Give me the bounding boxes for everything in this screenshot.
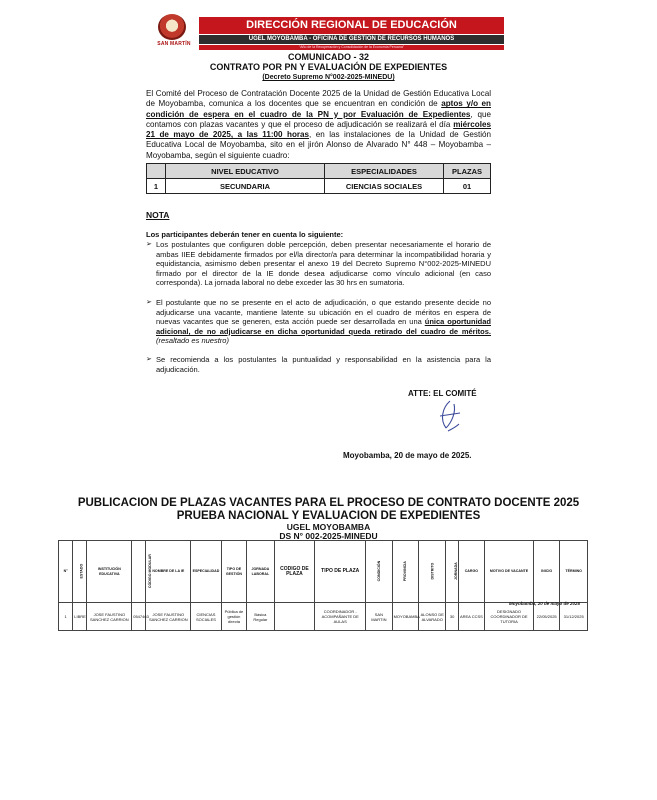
table-header: TIPO DE GESTIÓN [221,541,246,603]
table-header: JORNADA LABORAL [247,541,274,603]
document-date: Moyobamba, 20 de mayo de 2025. [343,451,472,460]
unique-opportunity-highlight: única oportunidad adicional, de no adjudicarse en dicha oportunidad queda retirado del cuadro de méritos. [156,317,491,336]
table-header: TÉRMINO [560,541,588,603]
header-title-bar: DIRECCIÓN REGIONAL DE EDUCACIÓN [199,17,504,34]
table-header: CARGO [458,541,484,603]
table-cell: SAN MARTIN [366,603,392,631]
table-cell: 01 [444,179,491,194]
table-cell: Pública de gestión directa [221,603,246,631]
participants-intro: Los participantes deberán tener en cuenta lo siguiente: [146,230,344,239]
arrow-bullet-icon: ➢ [146,356,152,363]
decreto-reference: (Decreto Supremo N°002-2025-MINEDU) [262,74,395,81]
table-header: ESPECIALIDAD [191,541,222,603]
table-cell: 31/12/2025 [560,603,588,631]
table-header: DISTRITO [419,541,446,603]
nota-heading: NOTA [146,210,170,220]
arrow-bullet-icon: ➢ [146,241,152,248]
table-cell: 0547463 [132,603,146,631]
table-header-row [59,541,588,603]
table-cell: MOYOBAMBA [392,603,418,631]
table-cell: 1 [147,179,166,194]
table-header: PLAZAS [444,164,491,179]
list-item: ➢ Se recomienda a los postulantes la puntualidad y responsabilidad en la asistencia para la adjudicación. [146,355,491,374]
table-cell: ALONSO DE ALVARADO [419,603,446,631]
regional-seal-icon [158,14,186,40]
vacancy-summary-table [146,163,491,194]
table-cell: AREA CCSS [458,603,484,631]
table-cell: JOSE FAUSTINO SANCHEZ CARRION [146,603,191,631]
table-cell: 22/05/2025 [533,603,559,631]
signature-mark [432,398,468,434]
table-cell: CIENCIAS SOCIALES [191,603,222,631]
table-header: PROVINCIA [392,541,418,603]
letterhead [152,14,504,50]
list-item: ➢ Los postulantes que configuren doble percepción, deben presentar necesariamente el horario de ambas IIEE debidamente firmados por el/la director/a para determinar la incompatibilidad horaria y equidistancia, asimismo deben presentar el anexo 19 del Decreto Supremo N°002-2025-MINEDU firmado por el director de la IE donde desea adjudicarse como vínculo adicional (en caso corresponda). La jornada laboral no debe exceder las 30 hrs en sumatoria. [146,240,491,288]
table-cell: 1 [59,603,73,631]
arrow-bullet-icon: ➢ [146,299,152,306]
date-highlight: miércoles 21 de mayo de 2025, a las 11:00 horas [146,119,491,140]
table-header: CONDICIÓN [366,541,392,603]
table-header: ESPECIALIDADES [325,164,444,179]
intro-paragraph: El Comité del Proceso de Contratación Docente 2025 de la Unidad de Gestión Educativa Local de Moyobamba, comunica a los docentes que se encuentran en condición de aptos y/o en condición de espera en el cuadro de la PN y por Evaluación de Expedientes, que contamos con plazas vacantes y que el proceso de adjudicación se realizará el día miércoles 21 de mayo de 2025, a las 11:00 horas, en las instalaciones de la Unidad de Gestión Educativa Local de Moyobamba, sito en el jirón Alonso de Alvarado N° 448 – Moyobamba – Moyobamba, según el siguiente cuadro: [146,89,491,160]
publication-ugel: UGEL MOYOBAMBA [286,522,371,532]
publication-decreto: DS N° 002-2025-MINEDU [279,531,378,541]
table-cell: DESIGNADO COORDINADOR DE TUTORIA [485,603,534,631]
table-row [147,179,491,194]
table-cell [274,603,315,631]
publication-subtitle: PRUEBA NACIONAL Y EVALUACION DE EXPEDIENTES [176,510,481,522]
table-cell: CIENCIAS SOCIALES [325,179,444,194]
table-header: MOTIVO DE VACANTE [485,541,534,603]
document-title: CONTRATO POR PN Y EVALUACIÓN DE EXPEDIENTES [209,62,448,72]
table-header: CODIGO DE PLAZA [274,541,315,603]
table-header-row [147,164,491,179]
table-cell: 30 [446,603,458,631]
table-cell: SECUNDARIA [166,179,325,194]
header-office-bar: UGEL MOYOBAMBA - OFICINA DE GESTIÓN DE RECURSOS HUMANOS [199,35,504,44]
list-item: ➢ El postulante que no se presente en el acto de adjudicación, o que estando presente decide no adjudicarse una vacante, mantiene latente su ubicación en el cuadro de méritos en espera de nuevas vacantes que se generen, esta acción puede ser desarrollada en una única oportunidad adicional, de no adjudicarse en dicha oportunidad queda retirado del cuadro de méritos. (resaltado es nuestro) [146,298,491,346]
comunicado-number: COMUNICADO - 32 [287,52,369,62]
table-header: TIPO DE PLAZA [315,541,366,603]
header-motto-bar: "Año de la Recuperación y Consolidación de la Economía Peruana" [199,45,504,50]
table-header: JORNADA [446,541,458,603]
table-header: ESTADO [73,541,87,603]
table-header: INSTITUCIÓN EDUCATIVA [87,541,132,603]
aptos-highlight: aptos y/o en condición de espera en el cuadro de la PN y por Evaluación de Expedientes [146,99,491,119]
table-header: NIVEL EDUCATIVO [166,164,325,179]
table-footer-date: Moyobamba, 20 de mayo de 2025 [509,601,581,606]
table-cell: Básica Regular [247,603,274,631]
table-header: INICIO [533,541,559,603]
table-header: N° [59,541,73,603]
table-cell: LIBRE [73,603,87,631]
table-header [147,164,166,179]
vacancy-detail-table [58,540,588,631]
committee-sign-off: ATTE: EL COMITÉ [408,389,477,398]
table-header: CÓDIGO MODULAR [132,541,146,603]
table-row [59,603,588,631]
table-cell: COORDINADOR - ACOMPAÑANTE DE AULAS [315,603,366,631]
regional-logo [152,14,194,50]
table-header: NOMBRE DE LA IE [146,541,191,603]
table-cell: JOSE FAUSTINO SANCHEZ CARRION [87,603,132,631]
logo-label: SAN MARTÍN [157,41,191,47]
publication-title: PUBLICACION DE PLAZAS VACANTES PARA EL PROCESO DE CONTRATO DOCENTE 2025 [77,497,580,509]
